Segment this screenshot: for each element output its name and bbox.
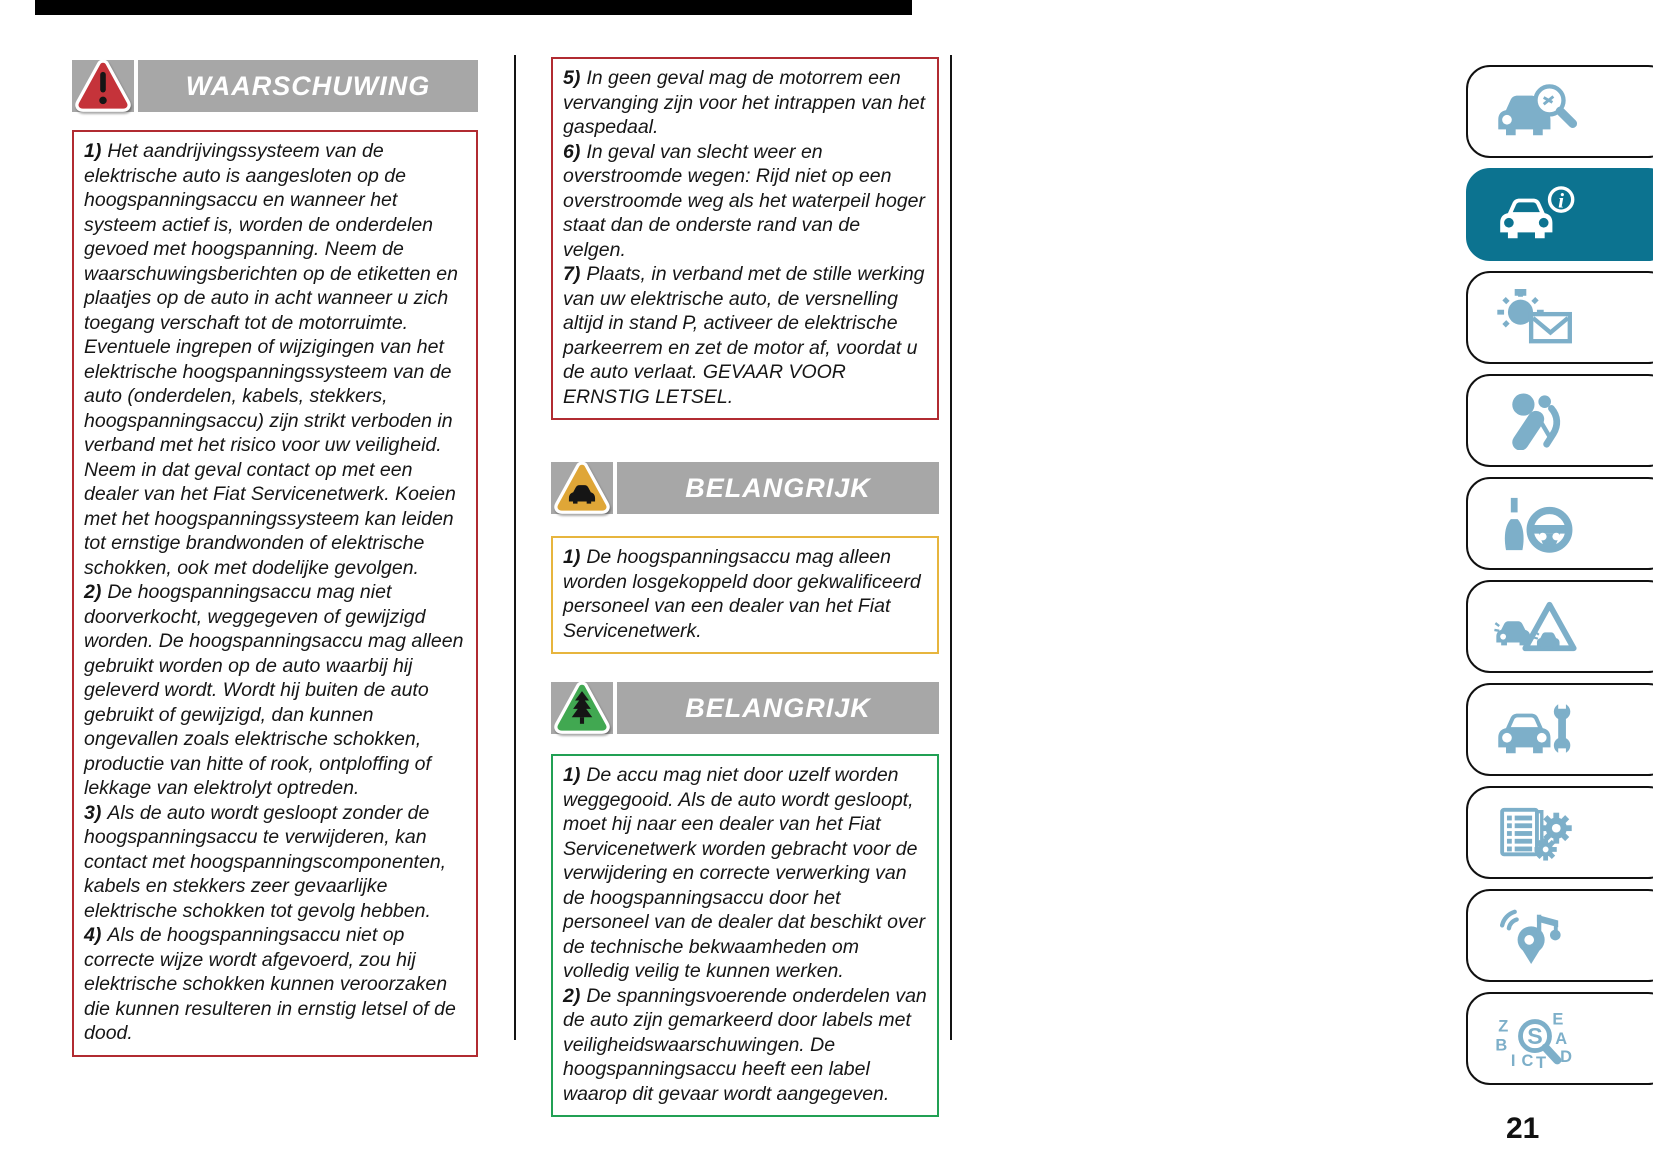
- sidebar-tab-car-info[interactable]: [1466, 168, 1653, 261]
- sidebar-tab-car-inspection[interactable]: [1466, 65, 1653, 158]
- green-warning-triangle-icon: [552, 679, 612, 735]
- sidebar-tab-safety[interactable]: [1466, 374, 1653, 467]
- car-triangle-icon: [1492, 598, 1578, 656]
- important-green-header-bar: [617, 682, 939, 734]
- car-wrench-icon: [1492, 701, 1578, 759]
- svg-text:A: A: [1555, 1029, 1568, 1048]
- gearshift-steering-icon: [1492, 495, 1578, 553]
- warning-item-3: 3) Als de auto wordt gesloopt zonder de hoogspanningsaccu te verwijderen, kan contact met hoogspanningscomponenten, kabels en stekkers zeer gevaarlijke elektrische schokken tot gevolg hebben.: [84, 801, 447, 922]
- warning-header-bar: [138, 60, 478, 112]
- important-yellow-header-bar: [617, 462, 939, 514]
- letters-magnifier-icon: [1492, 1010, 1578, 1068]
- music-waves-icon: [1492, 907, 1578, 965]
- list-gears-icon: [1492, 804, 1578, 862]
- page-top-rule: [35, 0, 912, 15]
- warning-box-left: [72, 130, 478, 1057]
- important-yellow-header: [551, 462, 939, 514]
- warning-item-5: 5) In geen geval mag de motorrem een vervanging zijn voor het intrappen van het gaspedaal.: [563, 67, 926, 138]
- warning-header-title: WAARSCHUWING: [185, 70, 431, 101]
- yellow-warning-triangle-icon: [552, 459, 612, 515]
- car-magnifier-icon: [1492, 83, 1578, 141]
- important-green-item-2: 2) De spanningsvoerende onderdelen van de auto zijn gemarkeerd door labels met veiligheidswaarschuwingen. De hoogspanningsaccu heeft een label waarop dit gevaar wordt aangegeven.: [563, 984, 927, 1105]
- important-green-box: [551, 754, 939, 1117]
- warning-item-4: 4) Als de hoogspanningsaccu niet op correcte wijze wordt afgevoerd, zou hij elektrische schokken kunnen veroorzaken die kunnen resulteren in ernstig letsel of de dood.: [84, 924, 456, 1044]
- warning-item-6: 6) In geval van slecht weer en overstroomde wegen: Rijd niet op een overstroomde weg als het waterpeil hoger staat dan de onderste rand van de velgen.: [563, 140, 926, 261]
- important-green-icon-cell: [551, 682, 613, 734]
- important-yellow-icon-cell: [551, 462, 613, 514]
- important-green-title: BELANGRIJK: [685, 692, 871, 723]
- important-yellow-title: BELANGRIJK: [685, 472, 871, 503]
- warning-header-icon-cell: [72, 60, 134, 112]
- left-column: [72, 60, 478, 1057]
- column-divider-right: [950, 55, 952, 1040]
- important-yellow-box: [551, 536, 939, 654]
- svg-text:i: i: [1558, 187, 1565, 212]
- sidebar-tab-warning-lights[interactable]: [1466, 271, 1653, 364]
- page-number: 21: [1506, 1112, 1540, 1145]
- column-divider-left: [514, 55, 516, 1040]
- sidebar-tab-multimedia[interactable]: [1466, 889, 1653, 982]
- light-envelope-icon: [1492, 289, 1578, 347]
- warning-item-7: 7) Plaats, in verband met de stille werking van uw elektrische auto, de versnelling altijd in stand P, activeer de elektrische parkeerrem en zet de motor af, voordat u de auto verlaat. GEVAAR VOOR ERNSTIG LETSEL.: [563, 263, 925, 408]
- warning-item-2: 2) De hoogspanningsaccu mag niet doorverkocht, weggegeven of gewijzigd worden. De hoogspanningsaccu mag alleen gebruikt worden op de auto waarbij hij geleverd wordt. Wordt hij buiten de auto gebruikt of gewijzigd, dan kunnen ongevallen zoals elektrische schokken, productie van hitte of rook, ontploffing of lekkage van elektrolyt optreden.: [84, 581, 464, 799]
- svg-text:I: I: [1510, 1051, 1516, 1068]
- car-info-icon: [1492, 186, 1578, 244]
- sidebar-tab-emergency[interactable]: [1466, 580, 1653, 673]
- red-warning-triangle-icon: [73, 57, 133, 113]
- svg-text:B: B: [1495, 1036, 1508, 1055]
- warning-box-continued: [551, 57, 939, 420]
- svg-text:S: S: [1527, 1022, 1543, 1049]
- seatbelt-person-icon: [1492, 392, 1578, 450]
- sidebar-tab-technical-data[interactable]: [1466, 786, 1653, 879]
- svg-text:C: C: [1521, 1051, 1534, 1068]
- sidebar-tab-servicing[interactable]: [1466, 683, 1653, 776]
- warning-item-1: 1) Het aandrijvingssysteem van de elektrische auto is aangesloten op de hoogspanningsaccu en wanneer het systeem actief is, worden de onderdelen gevoed met hoogspanning. Neem de waarschuwingsberichten op de etiketten en plaatjes op de auto in acht wanneer u zich toegang verschaft tot de motorruimte. Eventuele ingrepen of wijzigingen van het elektrische hoogspanningssysteem van de auto (onderdelen, kabels, stekkers, hoogspanningsaccu) zijn strikt verboden in verband met het risico voor uw veiligheid. Neem in dat geval contact op met een dealer van het Fiat Servicenetwerk. Koeien met het hoogspanningssysteem kan leiden tot ernstige brandwonden of elektrische schokken, ook met dodelijke gevolgen.: [84, 140, 458, 579]
- sidebar-tab-starting-driving[interactable]: [1466, 477, 1653, 570]
- svg-text:Z: Z: [1498, 1016, 1509, 1035]
- svg-text:E: E: [1552, 1010, 1564, 1028]
- sidebar-tab-index[interactable]: [1466, 992, 1653, 1085]
- svg-text:T: T: [1535, 1053, 1546, 1068]
- important-green-item-1: 1) De accu mag niet door uzelf worden weggegooid. Als de auto wordt gesloopt, moet hij naar een dealer van het Fiat Servicenetwerk worden gebracht voor de verwijdering en correcte verwerking van de hoogspanningsaccu door het personeel van de dealer dat beschikt over de technische bekwaamheden om volledig veilig te kunnen werken.: [563, 764, 926, 982]
- svg-text:D: D: [1560, 1047, 1572, 1066]
- important-green-header: [551, 682, 939, 734]
- middle-column: [551, 57, 939, 1117]
- important-yellow-item-1: 1) De hoogspanningsaccu mag alleen worden losgekoppeld door gekwalificeerd personeel van een dealer van het Fiat Servicenetwerk.: [563, 546, 921, 642]
- warning-header: [72, 60, 478, 112]
